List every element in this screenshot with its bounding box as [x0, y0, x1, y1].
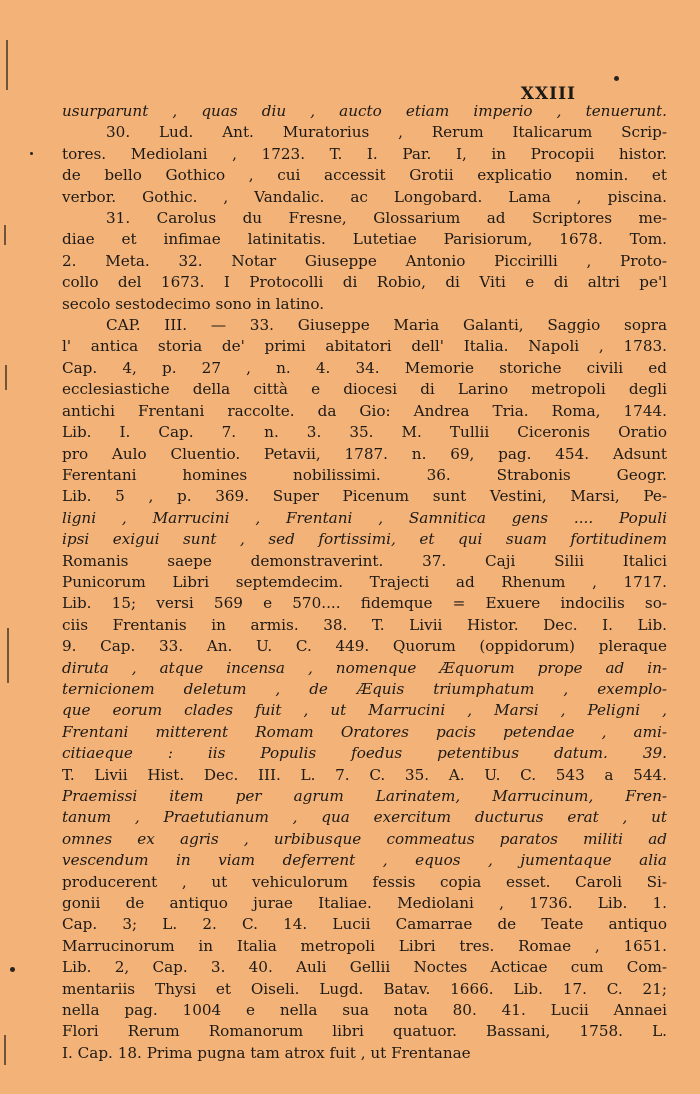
text-line: Cap. 3; L. 2. C. 14. Lucii Camarrae de Teate antiquo: [62, 915, 667, 934]
text-line: ecclesiastiche della città e diocesi di Larino metropoli degli: [62, 380, 667, 399]
text-line: citiaeque : iis Populis foedus petentibus datum. 39.: [62, 744, 667, 763]
text-line: collo del 1673. I Protocolli di Robio, di Viti e di altri pe'l: [62, 273, 667, 292]
text-line: I. Cap. 18. Prima pugna tam atrox fuit , ut Frentanae: [62, 1043, 471, 1062]
ink-dot: [614, 76, 619, 81]
text-line: tores. Mediolani , 1723. T. I. Par. I, in Procopii histor.: [62, 144, 667, 163]
text-line: nella pag. 1004 e nella sua nota 80. 41. Lucii Annaei: [62, 1001, 667, 1020]
text-line: ternicionem deletum , de Æquis triumphatum , exemplo-: [62, 679, 667, 698]
margin-stroke: [6, 40, 8, 90]
text-line: T. Livii Hist. Dec. III. L. 7. C. 35. A. U. C. 543 a 544.: [62, 765, 667, 784]
text-line: antichi Frentani raccolte. da Gio: Andrea Tria. Roma, 1744.: [62, 401, 667, 420]
text-line: usurparunt , quas diu , aucto etiam imperio , tenuerunt.: [62, 102, 667, 120]
text-line: Romanis saepe demonstraverint. 37. Caji Silii Italici: [62, 551, 667, 570]
ink-dot: [10, 967, 15, 972]
margin-stroke: [4, 1035, 6, 1065]
text-line: 2. Meta. 32. Notar Giuseppe Antonio Piccirilli , Proto-: [62, 251, 667, 270]
margin-stroke: [7, 628, 9, 683]
text-line: ciis Frentanis in armis. 38. T. Livii Histor. Dec. I. Lib.: [62, 615, 667, 634]
text-line: que eorum clades fuit , ut Marrucini , Marsi , Peligni ,: [62, 701, 667, 720]
text-line: ligni , Marrucini , Frentani , Samnitica gens .... Populi: [62, 508, 667, 527]
text-line: l' antica storia de' primi abitatori dell' Italia. Napoli , 1783.: [62, 337, 667, 356]
text-line: Lib. 5 , p. 369. Super Picenum sunt Vestini, Marsi, Pe-: [62, 487, 667, 506]
text-line: secolo sestodecimo sono in latino.: [62, 294, 325, 313]
text-line: tanum , Praetutianum , qua exercitum ducturus erat , ut: [62, 808, 667, 827]
text-line: mentariis Thysi et Oiseli. Lugd. Batav. 1666. Lib. 17. C. 21;: [62, 979, 667, 998]
page-number: XXIII: [520, 84, 576, 104]
text-line: Flori Rerum Romanorum libri quatuor. Bassani, 1758. L.: [62, 1022, 667, 1041]
text-line: Praemissi item per agrum Larinatem, Marrucinum, Fren-: [62, 787, 667, 805]
text-line: Lib. 15; versi 569 e 570.... fidemque = Exuere indocilis so-: [62, 594, 667, 613]
margin-stroke: [5, 365, 7, 390]
text-line: CAP. III. — 33. Giuseppe Maria Galanti, Saggio sopra: [106, 316, 667, 335]
text-line: diae et infimae latinitatis. Lutetiae Parisiorum, 1678. Tom.: [62, 230, 667, 249]
text-line: Cap. 4, p. 27 , n. 4. 34. Memorie storiche civili ed: [62, 358, 667, 377]
text-line: Frentani mitterent Romam Oratores pacis petendae , ami-: [62, 722, 667, 741]
text-line: vescendum in viam deferrent , equos , jumentaque alia: [62, 851, 667, 870]
text-line: diruta , atque incensa , nomenque Æquorum prope ad in-: [62, 658, 667, 677]
text-line: 9. Cap. 33. An. U. C. 449. Quorum (oppidorum) pleraque: [62, 637, 667, 656]
page-body-text: [62, 101, 667, 1064]
text-line: pro Aulo Cluentio. Petavii, 1787. n. 69, pag. 454. Adsunt: [62, 444, 667, 463]
ink-dot: [30, 152, 33, 155]
text-line: Lib. I. Cap. 7. n. 3. 35. M. Tullii Ciceronis Oratio: [62, 423, 667, 442]
text-line: Punicorum Libri septemdecim. Trajecti ad Rhenum , 1717.: [62, 572, 667, 591]
text-line: 31. Carolus du Fresne, Glossarium ad Scriptores me-: [106, 209, 667, 228]
margin-stroke: [4, 225, 6, 245]
text-line: Ferentani homines nobilissimi. 36. Strabonis Geogr.: [62, 465, 667, 484]
text-line: Lib. 2, Cap. 3. 40. Auli Gellii Noctes Acticae cum Com-: [62, 958, 667, 977]
text-line: omnes ex agris , urbibusque commeatus paratos militi ad: [62, 829, 667, 848]
text-line: verbor. Gothic. , Vandalic. ac Longobard. Lama , piscina.: [62, 187, 667, 206]
text-line: Marrucinorum in Italia metropoli Libri tres. Romae , 1651.: [62, 936, 667, 955]
text-line: ipsi exigui sunt , sed fortissimi, et qui suam fortitudinem: [62, 530, 667, 549]
text-line: de bello Gothico , cui accessit Grotii explicatio nomin. et: [62, 166, 667, 185]
text-line: gonii de antiquo jurae Italiae. Mediolani , 1736. Lib. 1.: [62, 894, 667, 913]
text-line: producerent , ut vehiculorum fessis copia esset. Caroli Si-: [62, 872, 667, 891]
text-line: 30. Lud. Ant. Muratorius , Rerum Italicarum Scrip-: [106, 123, 667, 142]
